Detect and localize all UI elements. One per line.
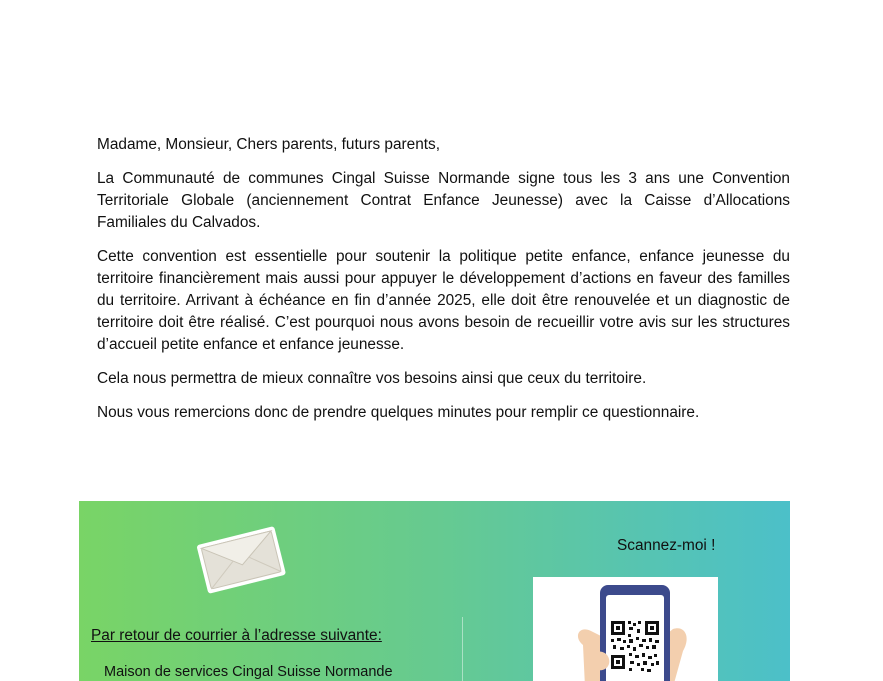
mail-return-heading: Par retour de courrier à l’adresse suivante: — [91, 627, 382, 644]
qr-code-card[interactable] — [533, 577, 718, 681]
envelope-icon — [191, 523, 291, 595]
letter-paragraph-2: Cette convention est essentielle pour soutenir la politique petite enfance, enfance jeunesse du territoire financièrement mais aussi pour appuyer le développement d’actions en faveur des familles du territoire. Arrivant à échéance en fin d’année 2025, elle doit être renouvelée et un diagnostic de territoire doit être réalisé. C’est pourquoi nous avons besoin de recueillir votre avis sur les structures d’accueil petite enfance et enfance jeunesse. — [97, 248, 790, 353]
scan-label: Scannez-moi ! — [617, 537, 716, 554]
letter-paragraph-4: Nous vous remercions donc de prendre quelques minutes pour remplir ce questionnaire. — [97, 404, 700, 421]
letter-paragraph-1: La Communauté de communes Cingal Suisse Normande signe tous les 3 ans une Convention Territoriale Globale (anciennement Contrat Enfance Jeunesse) avec la Caisse d’Allocations Familiales du Calvados. — [97, 170, 790, 231]
response-options-banner — [79, 501, 790, 681]
letter-paragraph-3: Cela nous permettra de mieux connaître vos besoins ainsi que ceux du territoire. — [97, 370, 647, 387]
banner-divider — [462, 617, 463, 681]
phone-qr-code-icon — [533, 577, 718, 681]
letter-body — [97, 134, 790, 436]
letter-greeting: Madame, Monsieur, Chers parents, futurs parents, — [97, 136, 441, 153]
mail-address: Maison de services Cingal Suisse Normande — [104, 664, 393, 680]
